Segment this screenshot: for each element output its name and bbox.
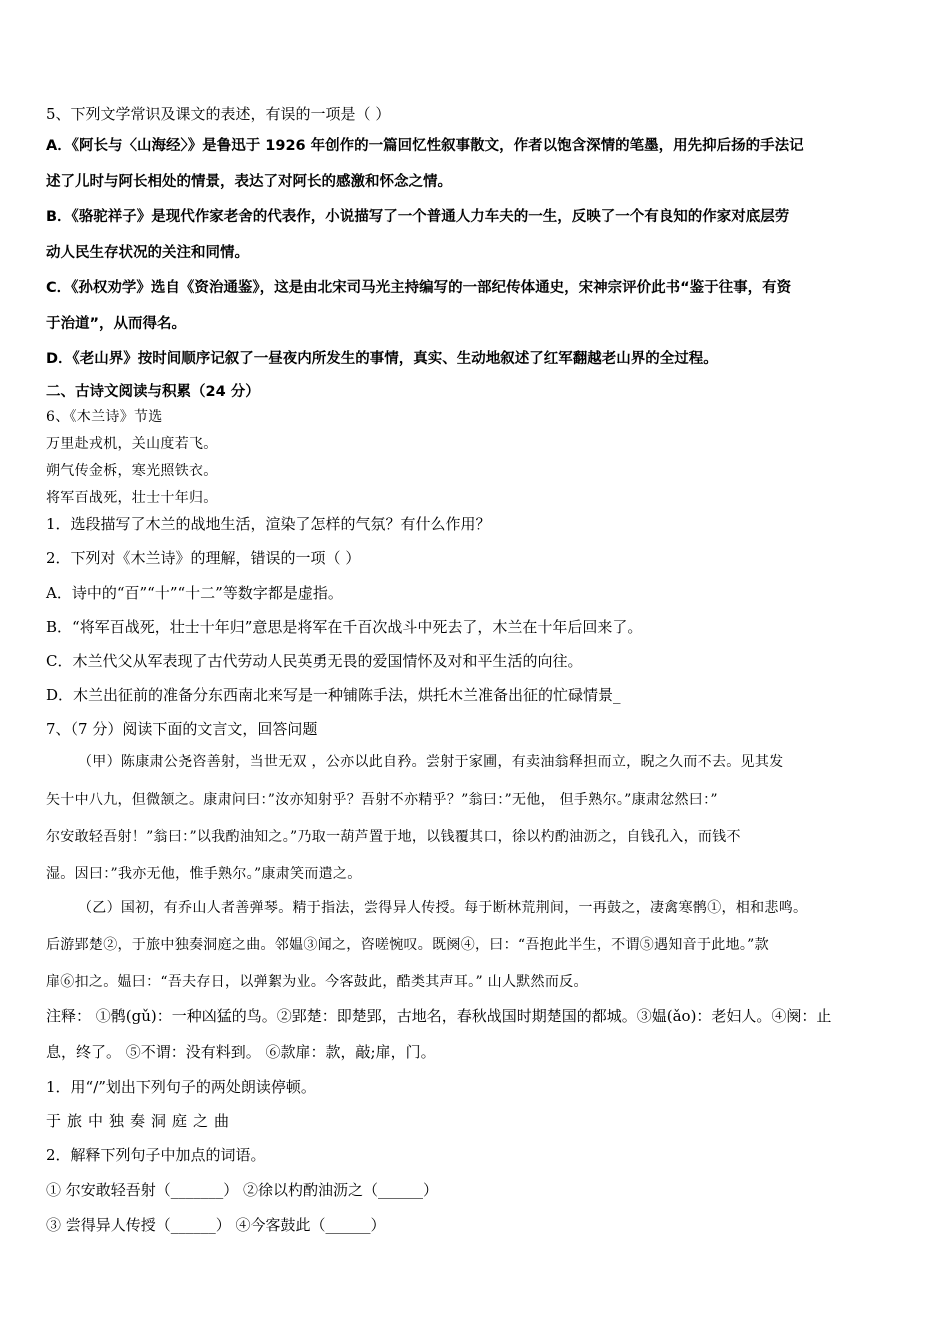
q7-blanks-line-2: ③ 尝得异人传授（______） ④今客鼓此（______） bbox=[46, 1216, 386, 1234]
q5-option-d: D．《老山界》按时间顺序记叙了一昼夜内所发生的事情，真实、生动地叙述了红军翻越老山界的全过程。 bbox=[46, 351, 718, 367]
q5-option-a-line2: 述了儿时与阿长相处的情景，表达了对阿长的感激和怀念之情。 bbox=[46, 174, 452, 190]
q7-sub1: 1．用“/”划出下列句子的两处朗读停顿。 bbox=[46, 1078, 316, 1096]
text-jia-line-1: （甲）陈康肃公尧咨善射，当世无双 ，公亦以此自矜。尝射于家圃，有卖油翁释担而立，睨之久而不去。见其发 bbox=[78, 754, 784, 770]
q7-title: 7、（7 分）阅读下面的文言文，回答问题 bbox=[46, 720, 318, 738]
q6-option-c: C．木兰代父从军表现了古代劳动人民英勇无畏的爱国情怀及对和平生活的向往。 bbox=[46, 652, 583, 670]
q5-stem: 5、下列文学常识及课文的表述，有误的一项是（ ） bbox=[46, 105, 391, 123]
notes-line-1: 注释： ①鹘(gǔ)：一种凶猛的鸟。②郢楚：即楚郢，古地名，春秋战国时期楚国的都城。③媪(ǎo)：老妇人。④阕：止 bbox=[46, 1007, 832, 1025]
text-jia-line-2: 矢十中八九，但微颔之。康肃问曰：”汝亦知射乎？吾射不亦精乎？”翁曰：”无他， 但手熟尔。”康肃忿然曰：” bbox=[46, 792, 718, 808]
text-jia-line-3: 尔安敢轻吾射！”翁曰：”以我酌油知之。”乃取一葫芦置于地，以钱覆其口，徐以杓酌油沥之，自钱孔入，而钱不 bbox=[46, 829, 741, 845]
q6-option-a: A．诗中的“百”“十”“十二”等数字都是虚指。 bbox=[46, 584, 343, 602]
poem-line-1: 万里赴戎机，关山度若飞。 bbox=[46, 436, 218, 452]
text-yi-line-2: 后游郢楚②，于旅中独奏洞庭之曲。邻媪③闻之，咨嗟惋叹。既阕④，曰：“吾抱此半生，不谓⑤遇知音于此地。”款 bbox=[46, 937, 769, 953]
q7-pause-sentence: 于旅中独奏洞庭之曲 bbox=[46, 1112, 236, 1130]
text-yi-line-3: 扉⑥扣之。媪曰：“吾夫存日，以弹絮为业。今客鼓此，酷类其声耳。” 山人默然而反。 bbox=[46, 974, 588, 990]
poem-line-3: 将军百战死，壮士十年归。 bbox=[46, 490, 218, 506]
q5-option-a-line1: A．《阿长与〈山海经〉》是鲁迅于 1926 年创作的一篇回忆性叙事散文，作者以饱含深情的笔墨，用先抑后扬的手法记 bbox=[46, 138, 804, 154]
q7-blanks-line-1: ① 尔安敢轻吾射（_______） ②徐以杓酌油沥之（______） bbox=[46, 1181, 439, 1199]
text-jia-line-4: 湿。因曰：”我亦无他，惟手熟尔。”康肃笑而遣之。 bbox=[46, 866, 362, 882]
q6-option-d: D．木兰出征前的准备分东西南北来写是一种铺陈手法，烘托木兰准备出征的忙碌情景_ bbox=[46, 686, 621, 704]
q7-sub2: 2．解释下列句子中加点的词语。 bbox=[46, 1146, 266, 1164]
text-yi-line-1: （乙）国初，有乔山人者善弹琴。精于指法，尝得异人传授。每于断林荒荆间，一再鼓之，凄禽寒鹘①，相和悲鸣。 bbox=[78, 900, 808, 916]
q5-option-b-line1: B．《骆驼祥子》是现代作家老舍的代表作，小说描写了一个普通人力车夫的一生，反映了一个有良知的作家对底层劳 bbox=[46, 209, 790, 225]
poem-line-2: 朔气传金柝，寒光照铁衣。 bbox=[46, 463, 218, 479]
q5-option-c-line1: C．《孙权劝学》选自《资治通鉴》，这是由北宋司马光主持编写的一部纪传体通史，宋神宗评价此书“鉴于往事，有资 bbox=[46, 280, 792, 296]
q6-title: 6、《木兰诗》节选 bbox=[46, 409, 163, 425]
notes-line-2: 息，终了。 ⑤不谓：没有料到。 ⑥款扉：款，敲;扉，门。 bbox=[46, 1043, 436, 1061]
q6-sub2: 2．下列对《木兰诗》的理解，错误的一项（ ） bbox=[46, 549, 361, 567]
q5-option-b-line2: 动人民生存状况的关注和同情。 bbox=[46, 245, 249, 261]
q6-option-b: B．“将军百战死，壮士十年归”意思是将军在千百次战斗中死去了，木兰在十年后回来了。 bbox=[46, 618, 643, 636]
section2-title: 二、古诗文阅读与积累（24 分） bbox=[46, 384, 260, 400]
q6-sub1: 1．选段描写了木兰的战地生活，渲染了怎样的气氛？有什么作用？ bbox=[46, 515, 491, 533]
q5-option-c-line2: 于治道”，从而得名。 bbox=[46, 316, 187, 332]
